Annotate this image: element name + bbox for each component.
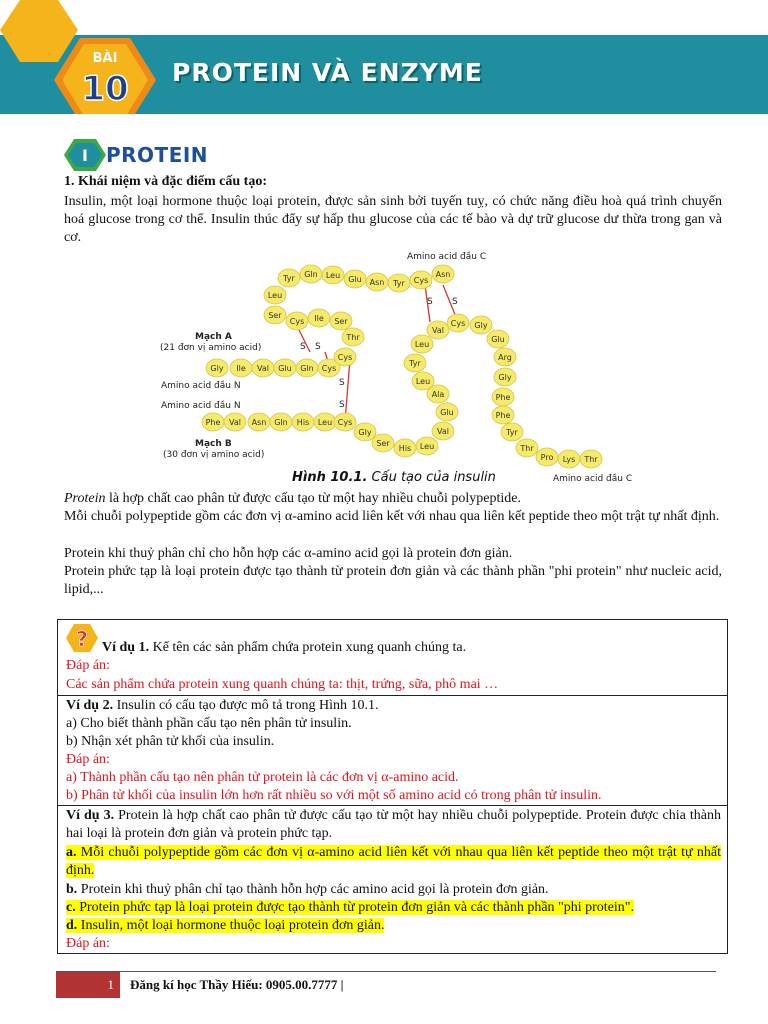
sulfur-label: S [300,342,306,352]
chain-a-residue-label: Leu [325,271,341,280]
chain-b-residue-label: Glu [440,408,454,417]
example-3-option-c: c. Protein phức tạp là loại protein được tạo thành từ protein đơn giản và các thành phần "phi protein". [66,900,635,915]
chain-b-sub: (30 đơn vị amino acid) [163,450,265,460]
chain-b-residue-label: Pro [540,453,554,462]
chain-b-residue-label: Val [229,418,241,427]
chain-a-residue-label: Cys [337,353,353,362]
chain-a-residue-label: Tyr [283,274,295,283]
footer-rule [56,971,716,972]
example-2-part-b: b) Nhận xét phân tử khối của insulin. [66,734,275,749]
chain-b-residue-label: Thr [520,444,534,453]
example-3-option-b: b. Protein khi thuỷ phân chỉ tạo thành hỗn hợp các amino acid gọi là protein đơn giản. [66,882,549,897]
example-3-box [57,805,728,954]
definition-3: Protein khi thuỷ phân chỉ cho hỗn hợp các α-amino acid gọi là protein đơn giản. [64,546,513,561]
chain-b-residue-label: Val [437,427,449,436]
definition-4: Protein phức tạp là loại protein được tạo thành từ protein đơn giản và các thành phần "phi protein" như nucleic acid, lipid,... [64,564,722,597]
definition-1 [64,490,722,508]
chain-a-residue-label: Asn [369,278,385,287]
chain-a-residue-label: Asn [435,270,451,279]
chain-a-c-term: Amino acid đầu C [407,252,487,262]
chain-a-sub: (21 đơn vị amino acid) [160,343,262,353]
chain-b-residue-label: Gln [274,418,288,427]
chain-b-residue-label: Cys [450,319,466,328]
chain-a-residue-label: Ile [236,364,246,373]
sulfur-label: S [315,342,321,352]
chain-b-residue-label: Lys [562,455,576,464]
concept-heading: 1. Khái niệm và đặc điểm cấu tạo: [64,174,267,189]
chain-a-residue-label: Ile [314,314,324,323]
example-3-label: Ví dụ 3. [66,808,115,823]
example-2-answer-a: a) Thành phần cấu tạo nên phân tử protein là các đơn vị α-amino acid. [66,770,459,785]
lesson-hex-badge [0,0,170,114]
section-badge [64,138,108,172]
chain-b-residue-label: Tyr [506,428,518,437]
example-2-label: Ví dụ 2. [66,698,114,713]
sulfur-label: S [339,400,345,410]
chain-b-residue-label: Asn [251,418,267,427]
example-1-label: Ví dụ 1. [102,640,150,655]
example-3-question: Ví dụ 3. Protein là hợp chất cao phân tử được cấu tạo từ một hay nhiều chuỗi polypeptide. Protein được chia thành hai loại là protein đơn giản và protein phức tạp. [66,808,721,841]
chain-a-residue-label: Gln [300,364,314,373]
caption-label: Hình 10.1. [292,470,368,485]
chain-a-residue-label: Ser [334,317,348,326]
lesson-label: BÀI [92,51,118,66]
chain-a-residue-label: Cys [413,276,429,285]
chain-b-residue-label: His [296,418,310,427]
page-title: PROTEIN VÀ ENZYME [172,58,483,87]
chain-b-residue-label: Phe [495,411,511,420]
example-2-box [57,695,728,806]
page-number: 1 [56,972,120,998]
chain-b-residue-label: Ala [431,390,445,399]
chain-b-residue-label: Ser [376,439,390,448]
chain-b-residue-label: Phe [205,418,221,427]
example-3-option-d: d. Insulin, một loại hormone thuộc loại protein đơn giản. [66,918,385,933]
section-number: I [82,146,88,165]
chain-b-residue-label: Arg [498,353,512,362]
figure-caption [292,470,496,485]
chain-a-residue-label: Gln [304,270,318,279]
chain-a-residue-label: Thr [346,333,360,342]
chain-a-residue-label: Leu [267,291,283,300]
sulfur-label: S [452,297,458,307]
chain-a-residue-label: Tyr [393,279,405,288]
example-1-answer: Các sản phẩm chứa protein xung quanh chúng ta: thịt, trứng, sữa, phô mai … [66,677,499,692]
definition-2: Mỗi chuỗi polypeptide gồm các đơn vị α-amino acid liên kết với nhau qua liên kết peptide theo một trật tự nhất định. [64,509,720,524]
definition-1-text: là hợp chất cao phân tử được cấu tạo từ một hay nhiều chuỗi polypeptide. [105,491,521,506]
chain-b [202,314,602,468]
chain-b-residue-label: Leu [415,377,431,386]
insulin-figure [155,247,655,487]
chain-a-residue-label: Glu [278,364,292,373]
chain-b-residue-label: Leu [414,340,430,349]
example-3-option-a: a. Mỗi chuỗi polypeptide gồm các đơn vị α-amino acid liên kết với nhau qua liên kết peptide theo một trật tự nhất định. [66,845,721,878]
chain-b-residue-label: Val [432,326,444,335]
chain-b-residue-label: His [398,444,412,453]
chain-a-residue-label: Cys [289,317,305,326]
example-2-part-a: a) Cho biết thành phần cấu tạo nên phân tử insulin. [66,716,352,731]
concept-intro: Insulin, một loại hormone thuộc loại protein, được sản sinh bởi tuyến tuỵ, có chức năng điều hoà quá trình chuyển hoá glucose trong cơ thể. Insulin thúc đẩy sự hấp thu glucose của các tế bào và dự trữ glucose dư thừa trong gan và cơ. [64,194,722,245]
chain-b-residue-label: Tyr [409,359,421,368]
chain-b-c-term: Amino acid đầu C [553,474,633,484]
footer-contact: Đăng kí học Thầy Hiếu: 0905.00.7777 | [130,977,344,992]
sulfur-label: S [339,378,345,388]
chain-a-residue-label: Gly [210,364,224,373]
chain-a-residue-label: Glu [348,275,362,284]
lesson-number: 10 [81,69,129,109]
sulfur-label: S [427,297,433,307]
example-1-question: Ví dụ 1. Kể tên các sản phẩm chứa protein xung quanh chúng ta. [102,640,467,655]
chain-b-residue-label: Thr [584,455,598,464]
chain-a-residue-label: Val [257,364,269,373]
chain-a-residue-label: Cys [321,364,337,373]
header-banner [0,0,768,114]
example-2-answer-label: Đáp án: [66,752,110,767]
example-1-answer-label: Đáp án: [66,658,110,673]
chain-b-residue-label: Glu [491,335,505,344]
chain-b-residue-label: Gly [474,321,488,330]
chain-b-residue-label: Leu [317,418,333,427]
chain-a-n-term: Amino acid đầu N [161,381,241,391]
example-2-question: Ví dụ 2. Insulin có cấu tạo được mô tả trong Hình 10.1. [66,698,379,713]
svg-text:?: ? [76,627,88,651]
example-3-answer-label: Đáp án: [66,936,110,951]
caption-text: Cấu tạo của insulin [371,470,496,485]
chain-a-residue-label: Ser [268,311,282,320]
hex-small [0,0,78,62]
chain-b-n-term: Amino acid đầu N [161,401,241,411]
chain-a-title: Mạch A [195,332,232,342]
example-2-answer-b: b) Phân tử khối của insulin lớn hơn rất nhiều so với một số amino acid có trong phân tử insulin. [66,788,602,803]
chain-b-residue-label: Phe [495,393,511,402]
chain-b-residue-label: Gly [358,428,372,437]
question-icon [65,622,99,654]
chain-b-residue-label: Leu [419,442,435,451]
section-title: PROTEIN [106,143,209,167]
example-1-box [57,619,728,696]
chain-b-title: Mạch B [195,439,232,449]
chain-b-residue-label: Cys [337,418,353,427]
chain-b-residue-label: Gly [498,373,512,382]
protein-term: Protein [64,491,106,506]
